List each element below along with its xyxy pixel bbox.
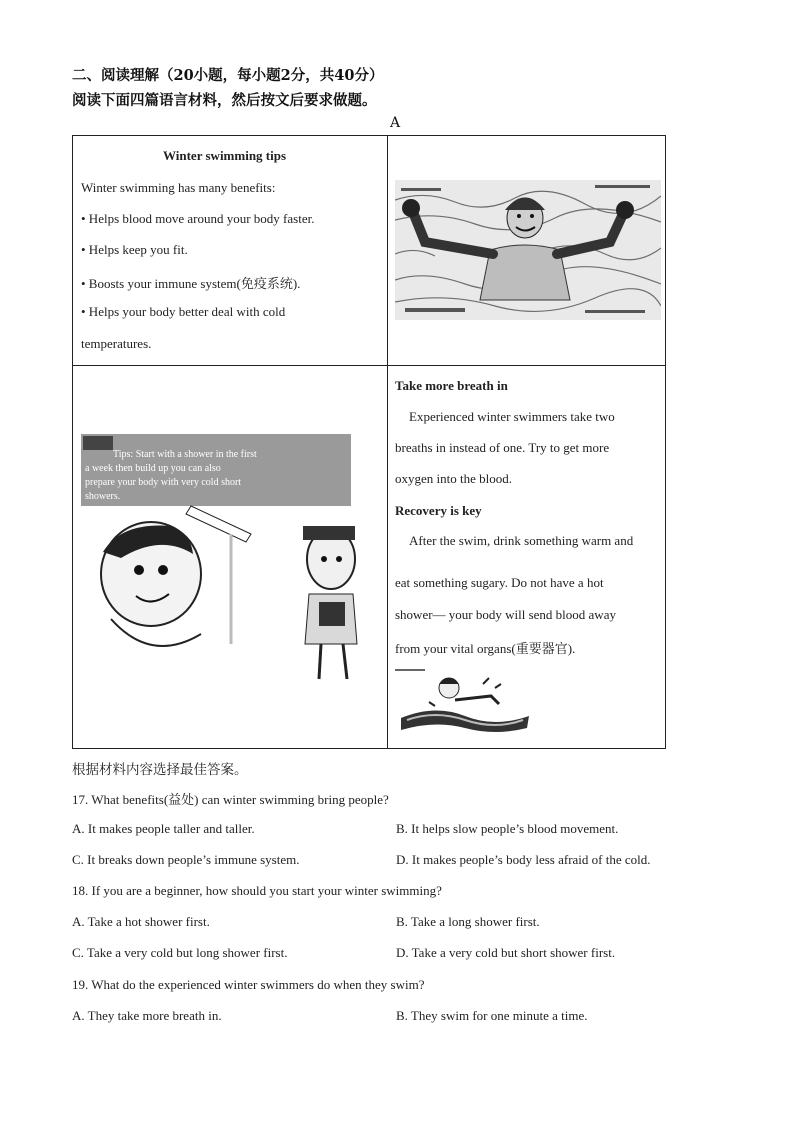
paragraph-line: Experienced winter swimmers take two [409, 409, 615, 424]
question-stem: 18. If you are a beginner, how should you start your winter swimming? [72, 883, 442, 898]
answer-option[interactable]: A. Take a hot shower first. [72, 914, 210, 929]
question-stem: 17. What benefits(益处) can winter swimming bring people? [72, 792, 389, 807]
answer-option[interactable]: D. Take a very cold but short shower first. [396, 945, 616, 960]
table-divider-horizontal [73, 365, 665, 366]
heading-take-more-breath: Take more breath in [395, 378, 508, 393]
answer-option[interactable]: D. It makes people’s body less afraid of the cold. [396, 852, 651, 867]
answer-option[interactable]: A. They take more breath in. [72, 1008, 222, 1023]
question-stem: 19. What do the experienced winter swimmers do when they swim? [72, 977, 425, 992]
paragraph-line: from your vital organs(重要器官). [395, 641, 576, 656]
answer-option[interactable]: B. Take a long shower first. [396, 914, 540, 929]
tips-bullet: • Boosts your immune system(免疫系统). [81, 276, 301, 291]
questions-intro: 根据材料内容选择最佳答案。 [72, 762, 248, 777]
tips-title: Winter swimming tips [163, 148, 287, 163]
passage-table [72, 135, 666, 749]
tips-bullet: • Helps blood move around your body faster. [81, 211, 315, 226]
answer-option[interactable]: C. It breaks down people’s immune system. [72, 852, 300, 867]
paragraph-line: breaths in instead of one. Try to get more [395, 440, 610, 455]
paragraph-line: oxygen into the blood. [395, 471, 512, 486]
heading-recovery-is-key: Recovery is key [395, 503, 482, 518]
tips-intro: Winter swimming has many benefits: [81, 180, 276, 195]
winter-swimmer-photo [395, 180, 661, 320]
answer-option[interactable]: A. It makes people taller and taller. [72, 821, 255, 836]
cartoon-banner-text: Tips: Start with a shower in the first [113, 449, 257, 460]
cartoon-banner-text: showers. [85, 491, 121, 502]
paragraph-line: eat something sugary. Do not have a hot [395, 575, 604, 590]
instruction: 阅读下面四篇语言材料，然后按文后要求做题。 [72, 92, 377, 109]
section-title: 二、阅读理解（20小题，每小题2分，共40分） [72, 67, 384, 84]
table-divider-vertical [387, 136, 388, 748]
passage-label: A [390, 115, 401, 131]
paragraph-line: After the swim, drink something warm and [409, 533, 634, 548]
cartoon-banner-text: a week then build up you can also [85, 463, 221, 474]
tips-bullet: temperatures. [81, 336, 152, 351]
tips-bullet: • Helps keep you fit. [81, 242, 188, 257]
swimmer-cartoon-icon [395, 666, 535, 736]
answer-option[interactable]: B. It helps slow people’s blood movement. [396, 821, 619, 836]
cartoon-banner-text: prepare your body with very cold short [85, 477, 242, 488]
paragraph-line: shower— your body will send blood away [395, 607, 616, 622]
answer-option[interactable]: C. Take a very cold but long shower first. [72, 945, 288, 960]
tips-bullet: • Helps your body better deal with cold [81, 304, 286, 319]
answer-option[interactable]: B. They swim for one minute a time. [396, 1008, 588, 1023]
